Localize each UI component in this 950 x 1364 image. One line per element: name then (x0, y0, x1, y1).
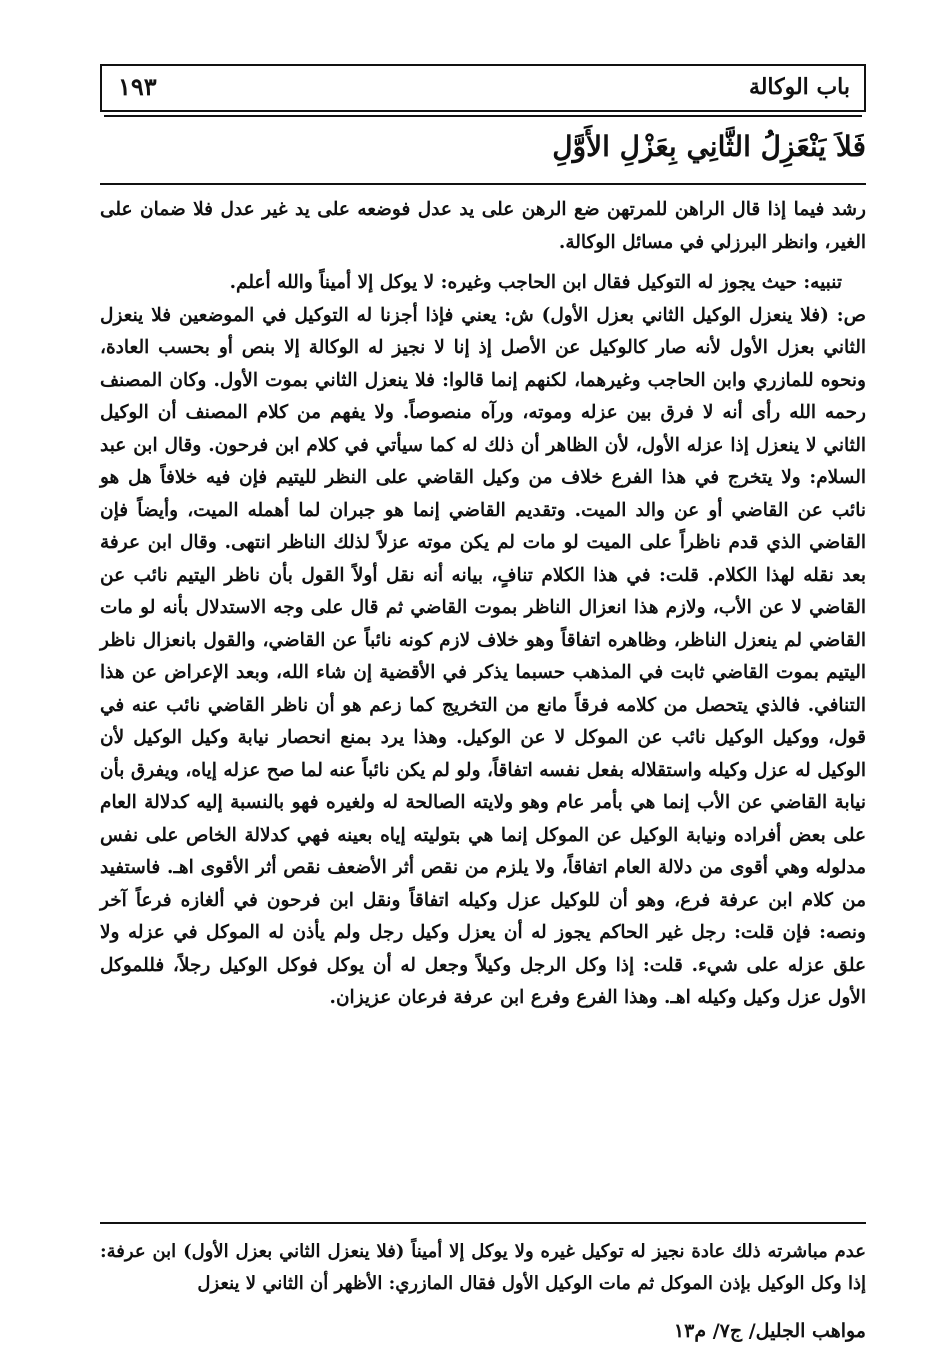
paragraph: رشد فيما إذا قال الراهن للمرتهن ضع الرهن على يد عدل فوضعه على يد غير عدل فلا ضمان على الغير، وانظر البرزلي في مسائل الوكالة. (100, 199, 866, 253)
running-header (100, 64, 866, 112)
footnote: عدم مباشرته ذلك عادة نجيز له توكيل غيره ولا يوكل إلا أميناً (فلا ينعزل الثاني بعزل الأول) ابن عرفة: إذا وكل الوكيل بإذن الموكل ثم مات الوكيل الأول فقال المازري: الأظهر أن الثاني لا ينعزل (100, 1241, 866, 1294)
divider-top (100, 183, 866, 185)
book-signature: مواهب الجليل/ ج٧/ م١٣ (673, 1320, 866, 1342)
page-number: ١٩٣ (118, 72, 157, 101)
paragraph: تنبيه: حيث يجوز له التوكيل فقال ابن الحاجب وغيره: لا يوكل إلا أميناً والله أعلم. (229, 272, 842, 293)
chapter-title: باب الوكالة (748, 74, 850, 100)
paragraph: ص: (فلا ينعزل الوكيل الثاني بعزل الأول) ش: يعني فإذا أجزنا له التوكيل في الموضعين فلا ينعزل الثاني بعزل الأول لأنه صار كالوكيل عن الأصل إذ إنا لا نجيز له الوكالة إلا بنص أو بحسب العادة، ونحوه للمازري وابن الحاجب وغيرهما، لكنهم إنما قالوا: فلا ينعزل الثاني بموت الأول. وكان المصنف رحمه الله رأى أنه لا فرق بين عزله وموته، ورآه منصوصاً. ولا يفهم من كلام المصنف أن الوكيل الثاني لا ينعزل إذا عزله الأول، لأن الظاهر أن ذلك له كما سيأتي في كلام ابن فرحون. وقال ابن عبد السلام: ولا يتخرج في هذا الفرع خلاف من وكيل القاضي على النظر لليتيم فإن فيه خلافاً هل هو نائب عن القاضي أو عن والد الميت. وتقديم القاضي إنما هو جبران لما أهمله الميت، وأيضاً فإن القاضي الذي قدم ناظراً على الميت لو مات لم يكن موته عزلاً لذلك الناظر انتهى. وقال ابن عرفة بعد نقله لهذا الكلام. قلت: في هذا الكلام تنافٍ، بيانه أنه نقل أولاً القول بأن ناظر اليتيم نائب عن القاضي لا عن الأب، ولازم هذا انعزال الناظر بموت القاضي ثم قال على وجه الاستدلال بأنه لو مات القاضي لم ينعزل الناظر، وظاهره اتفاقاً وهو خلاف لازم كونه نائباً عن القاضي، والقول بانعزال ناظر اليتيم بموت القاضي ثابت في المذهب حسبما يذكر في الأقضية إن شاء الله، وبعد الإعراض عن هذا التنافي. فالذي يتحصل من كلامه فرقاً مانع من التخريج كما زعم هو أن ناظر القاضي نائب عنه في قول، ووكيل الوكيل نائب عن الموكل لا عن الوكيل. وهذا يرد بمنع انحصار نيابة وكيل الوكيل لأن الوكيل له عزل وكيله واستقلاله بفعل نفسه اتفاقاً، ولو لم يكن نائباً عنه لما صح عزله إياه، ويفرق بأن نيابة القاضي عن الأب إنما هي بأمر عام وهو ولايته الصالحة له ولغيره فهو بالنسبة إليه كدلالة العام على بعض أفراده ونيابة الوكيل عن الموكل إنما هي بتوليته إياه بعينه فهي كدلالة الخاص على نفس مدلوله وهي أقوى من دلالة العام اتفاقاً، ولا يلزم من نقص أثر الأضعف نقص أثر الأقوى اهـ. فاستفيد من كلام ابن عرفة فرع، وهو أن للوكيل عزل وكيله اتفاقاً ونقل ابن فرحون في ألغازه فرعاً آخر ونصه: فإن قلت: رجل غير الحاكم يجوز له أن يعزل وكيل رجل ولم يأذن له الموكل في عزله ولا علق عزله على شيء. قلت: إذا وكل الرجل وكيلاً وجعل له أن يوكل فوكل الوكيل رجلاً، فللموكل الأول عزل وكيل وكيله اهـ. وهذا الفرع وفرع ابن عرفة فرعان عزيزان. (100, 304, 866, 1008)
matn-verse: فَلاَ يَنْعَزِلُ الثَّانِي بِعَزْلِ الأَوَّلِ (552, 130, 866, 163)
footnote-divider (100, 1222, 866, 1224)
commentary-body (100, 194, 866, 1023)
